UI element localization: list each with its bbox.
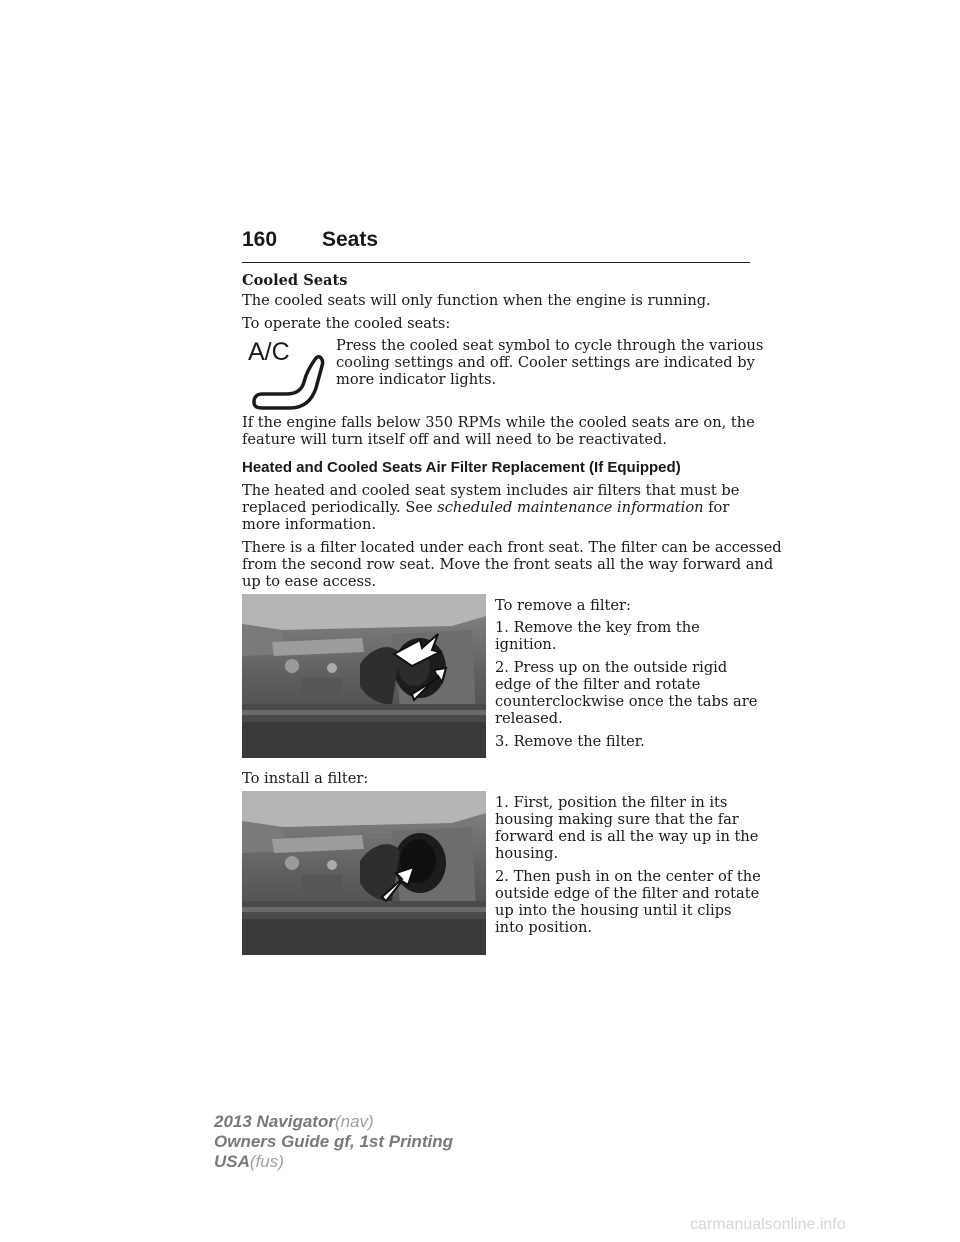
install-step-2-line-4: into position. (495, 919, 592, 936)
remove-step-2-line-3: counterclockwise once the tabs are (495, 693, 758, 710)
press-symbol-line-1: Press the cooled seat symbol to cycle through the various (336, 337, 764, 354)
footer-model: 2013 Navigator (214, 1112, 335, 1131)
install-filter-intro: To install a filter: (242, 770, 369, 787)
footer-line-3 (214, 1152, 453, 1172)
filter-for-text: for (703, 499, 730, 516)
page-footer (214, 1112, 453, 1172)
cooled-seat-icon (246, 336, 330, 410)
section-title: Seats (322, 228, 379, 251)
remove-step-2-line-4: released. (495, 710, 563, 727)
filter-paragraph-2-line-1: There is a filter located under each front seat. The filter can be accessed (242, 539, 782, 556)
filter-paragraph-1-line-1: The heated and cooled seat system includes air filters that must be (242, 482, 740, 499)
footer-line-2 (214, 1132, 453, 1152)
install-filter-illustration (242, 791, 486, 955)
install-step-2-line-3: up into the housing until it clips (495, 902, 732, 919)
cooled-seats-paragraph-2: To operate the cooled seats: (242, 315, 451, 332)
install-step-2-line-2: outside edge of the filter and rotate (495, 885, 760, 902)
remove-filter-photo (242, 594, 486, 758)
rpm-note-line-2: feature will turn itself off and will need to be reactivated. (242, 431, 668, 448)
install-step-1-line-1: 1. First, position the filter in its (495, 794, 728, 811)
filter-paragraph-2-line-2: from the second row seat. Move the front seats all the way forward and (242, 556, 774, 573)
remove-step-1-line-1: 1. Remove the key from the (495, 619, 700, 636)
footer-model-code: (nav) (334, 1112, 374, 1131)
remove-filter-illustration (242, 594, 486, 758)
install-step-1-line-4: housing. (495, 845, 559, 862)
cooled-seats-heading: Cooled Seats (242, 272, 348, 289)
cooled-seats-paragraph-1: The cooled seats will only function when the engine is running. (242, 292, 711, 309)
remove-step-2-line-1: 2. Press up on the outside rigid (495, 659, 728, 676)
remove-step-3: 3. Remove the filter. (495, 733, 645, 750)
footer-market-code: (fus) (249, 1152, 284, 1171)
install-step-1-line-2: housing making sure that the far (495, 811, 739, 828)
page-number: 160 (242, 228, 278, 251)
install-filter-photo (242, 791, 486, 955)
cooled-seat-icon-label: A/C (248, 338, 290, 366)
filter-paragraph-1-line-3: more information. (242, 516, 377, 533)
watermark: carmanualsonline.info (690, 1216, 846, 1233)
scheduled-maintenance-reference: scheduled maintenance information (437, 499, 704, 516)
press-symbol-line-2: cooling settings and off. Cooler settings are indicated by (336, 354, 755, 371)
filter-replacement-heading: Heated and Cooled Seats Air Filter Replacement (If Equipped) (242, 459, 681, 476)
filter-see-text: replaced periodically. See (242, 499, 438, 516)
page-header (242, 228, 750, 263)
press-symbol-line-3: more indicator lights. (336, 371, 497, 388)
install-step-1-line-3: forward end is all the way up in the (495, 828, 759, 845)
install-step-2-line-1: 2. Then push in on the center of the (495, 868, 761, 885)
remove-step-2-line-2: edge of the filter and rotate (495, 676, 701, 693)
filter-paragraph-2-line-3: up to ease access. (242, 573, 377, 590)
footer-guide-edition: Owners Guide gf, 1st Printing (214, 1132, 453, 1151)
filter-paragraph-1-line-2 (242, 499, 729, 517)
remove-step-1-line-2: ignition. (495, 636, 557, 653)
footer-line-1 (214, 1112, 453, 1132)
rpm-note-line-1: If the engine falls below 350 RPMs while the cooled seats are on, the (242, 414, 755, 431)
remove-filter-intro: To remove a filter: (495, 597, 631, 614)
footer-market: USA (214, 1152, 250, 1171)
